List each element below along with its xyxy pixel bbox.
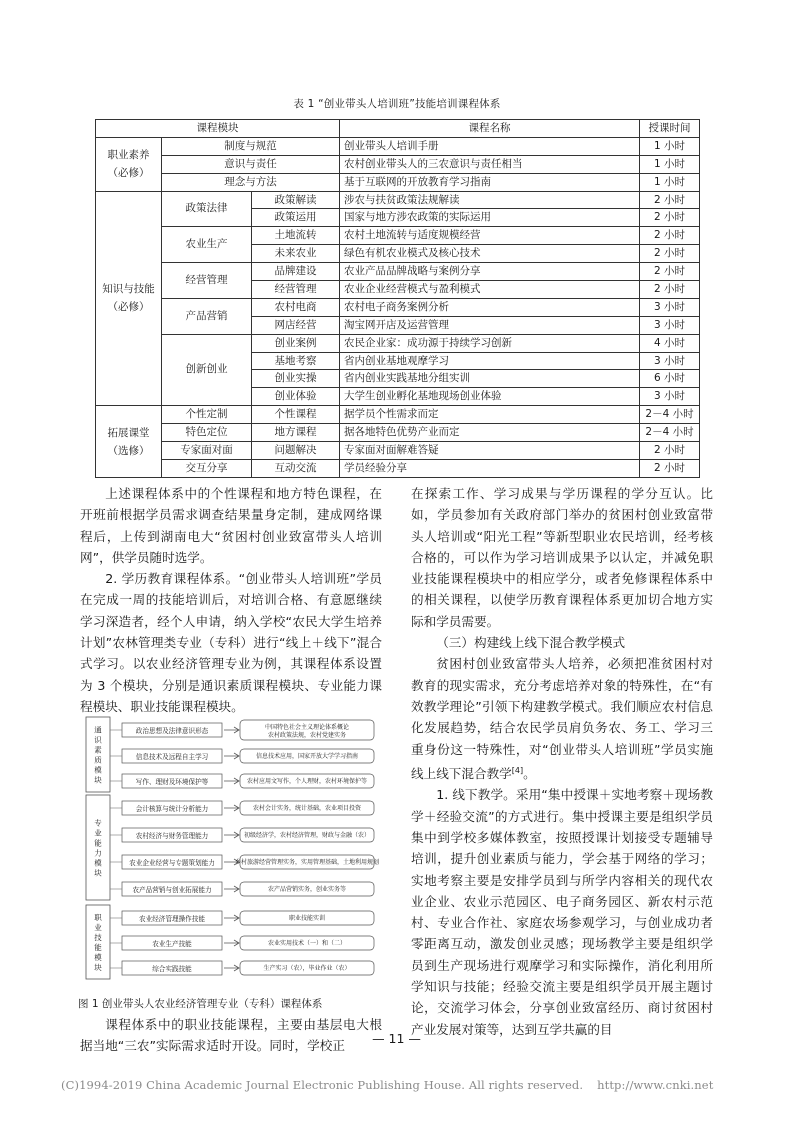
course-name: 据各地特色优势产业而定 bbox=[340, 424, 640, 442]
course-label: 初级经济学，农村经济管理，财政与金融（农） bbox=[243, 832, 371, 839]
course-name: 农村土地流转与适度规模经营 bbox=[340, 227, 640, 245]
module-group-label: 块 bbox=[94, 963, 102, 972]
course-label: 农村应用文写作，个人理财，农村环境保护等 bbox=[246, 778, 368, 785]
course-time: 6 小时 bbox=[640, 370, 700, 388]
subgroup-label: 经营管理 bbox=[162, 263, 252, 299]
group-label: 职业素养（必修） bbox=[96, 137, 162, 191]
table-row bbox=[96, 173, 700, 191]
table-row bbox=[96, 442, 700, 460]
course-time: 2 小时 bbox=[640, 245, 700, 263]
paragraph: 上述课程体系中的个性课程和地方特色课程，在开班前根据学员需求调查结果量身定制，建成网络课程后，上传到湖南电大“贫困村创业致富带头人培训网”，供学员随时选学。 bbox=[80, 486, 382, 565]
module-group-label: 块 bbox=[94, 775, 102, 785]
module-group-label: 模 bbox=[94, 765, 102, 775]
course-name: 国家与地方涉农政策的实际运用 bbox=[340, 209, 640, 227]
module-group-label: 通 bbox=[94, 725, 102, 735]
paragraph-end: 。 bbox=[523, 766, 536, 782]
copyright-text: (C)1994-2019 China Academic Journal Electronic Publishing House. All rights reserved. bbox=[61, 1078, 584, 1092]
course-name: 涉农与扶贫政策法规解读 bbox=[340, 191, 640, 209]
course-name: 淘宝网开店及运营管理 bbox=[340, 316, 640, 334]
table-header-row bbox=[96, 120, 700, 138]
arrow-icon bbox=[224, 727, 239, 733]
course-time: 1 小时 bbox=[640, 137, 700, 155]
course-time: 2 小时 bbox=[640, 191, 700, 209]
course-label: 乡村旅游经营管理实务，实用管理基础，土地利用规划 bbox=[234, 859, 380, 866]
ability-label: 信息技术及远程自主学习 bbox=[135, 753, 209, 761]
module-group-label: 能 bbox=[94, 838, 102, 848]
ability-label: 农业企业经营与专题策划能力 bbox=[129, 859, 215, 867]
course-time: 3 小时 bbox=[640, 316, 700, 334]
module-cell: 土地流转 bbox=[252, 227, 340, 245]
subgroup-label: 政策法律 bbox=[162, 191, 252, 227]
paragraph bbox=[411, 653, 713, 784]
module-group-label: 质 bbox=[94, 755, 102, 765]
curriculum-diagram bbox=[78, 714, 380, 996]
course-time: 3 小时 bbox=[640, 352, 700, 370]
arrow-icon bbox=[224, 915, 239, 921]
figure-caption: 图 1 创业带头人农业经济管理专业（专科）课程体系 bbox=[78, 998, 323, 1010]
module-cell: 制度与规范 bbox=[162, 137, 340, 155]
course-name: 大学生创业孵化基地现场创业体验 bbox=[340, 388, 640, 406]
course-name: 省内创业基地观摩学习 bbox=[340, 352, 640, 370]
course-time: 2 小时 bbox=[640, 263, 700, 281]
arrow-icon bbox=[224, 778, 239, 784]
table-row bbox=[96, 459, 700, 477]
citation-ref: [4] bbox=[511, 765, 524, 775]
module-group-label: 专 bbox=[94, 818, 102, 828]
ability-label: 会计核算与统计分析能力 bbox=[135, 805, 209, 813]
module-group-label: 力 bbox=[94, 848, 102, 858]
module-group-label: 素 bbox=[94, 745, 102, 755]
arrow-icon bbox=[224, 965, 239, 971]
course-name: 农民企业家：成功源于持续学习创新 bbox=[340, 334, 640, 352]
arrow-icon bbox=[224, 753, 239, 759]
course-time: 2－4 小时 bbox=[640, 424, 700, 442]
ability-label: 农业生产技能 bbox=[152, 940, 192, 948]
table-row bbox=[96, 424, 700, 442]
course-name: 农村电子商务案例分析 bbox=[340, 298, 640, 316]
module-group-label: 能 bbox=[94, 943, 102, 952]
table-row bbox=[96, 227, 700, 245]
course-name: 农业企业经营模式与盈利模式 bbox=[340, 281, 640, 299]
module-cell: 意识与责任 bbox=[162, 155, 340, 173]
module-cell: 地方课程 bbox=[252, 424, 340, 442]
module-group-label: 职 bbox=[94, 913, 102, 922]
subgroup-label: 交互分享 bbox=[162, 459, 252, 477]
arrow-icon bbox=[224, 832, 239, 838]
module-cell: 基地考察 bbox=[252, 352, 340, 370]
module-group-label: 模 bbox=[94, 858, 102, 868]
module-cell: 问题解决 bbox=[252, 442, 340, 460]
module-cell: 农村电商 bbox=[252, 298, 340, 316]
header-module: 课程模块 bbox=[96, 120, 340, 138]
course-name: 省内创业实践基地分组实训 bbox=[340, 370, 640, 388]
page-number: — 11 — bbox=[372, 1031, 421, 1046]
table-row bbox=[96, 298, 700, 316]
course-time: 2 小时 bbox=[640, 459, 700, 477]
course-name: 农村创业带头人的三农意识与责任相当 bbox=[340, 155, 640, 173]
course-time: 3 小时 bbox=[640, 388, 700, 406]
course-label: 农村会计实务，统计基础，农业项目投资 bbox=[252, 805, 362, 812]
module-cell: 创业实操 bbox=[252, 370, 340, 388]
arrow-icon bbox=[224, 886, 239, 892]
module-group-label: 业 bbox=[94, 923, 102, 932]
header-name: 课程名称 bbox=[340, 120, 640, 138]
module-cell: 理念与方法 bbox=[162, 173, 340, 191]
ability-label: 农村经济与财务管理能力 bbox=[135, 832, 209, 840]
table-row bbox=[96, 191, 700, 209]
subgroup-label: 个性定制 bbox=[162, 406, 252, 424]
course-time: 2 小时 bbox=[640, 281, 700, 299]
module-group-label: 业 bbox=[94, 828, 102, 838]
course-label: 信息技术应用，国家开放大学学习指南 bbox=[255, 753, 359, 760]
course-name: 绿色有机农业模式及核心技术 bbox=[340, 245, 640, 263]
group-label: 知识与技能（必修） bbox=[96, 191, 162, 406]
group-label: 拓展课堂（选修） bbox=[96, 406, 162, 478]
module-group-label: 模 bbox=[94, 953, 102, 962]
table-row bbox=[96, 334, 700, 352]
module-cell: 经营管理 bbox=[252, 281, 340, 299]
table-caption: 表 1 “创业带头人培训班”技能培训课程体系 bbox=[293, 98, 501, 110]
ability-label: 农产品营销与创业拓展能力 bbox=[132, 886, 212, 894]
arrow-icon bbox=[224, 940, 239, 946]
module-cell: 创业案例 bbox=[252, 334, 340, 352]
table-row bbox=[96, 137, 700, 155]
paragraph: 课程体系中的职业技能课程，主要由基层电大根据当地“三农”实际需求适时开设。同时，学校正 bbox=[80, 1017, 382, 1054]
module-cell: 政策运用 bbox=[252, 209, 340, 227]
header-time: 授课时间 bbox=[640, 120, 700, 138]
ability-label: 政治思想及法律意识形态 bbox=[135, 727, 209, 735]
table-row bbox=[96, 406, 700, 424]
ability-label: 农业经济管理操作技能 bbox=[139, 915, 205, 923]
table-row bbox=[96, 155, 700, 173]
course-label: 职业技能实训 bbox=[288, 915, 326, 922]
module-cell: 互动交流 bbox=[252, 459, 340, 477]
paragraph-text: 贫困村创业致富带头人培养，必须把准贫困村对教育的现实需求，充分考虑培养对象的特殊性，在“有效教学理论”引领下构建教学模式。我们顺应农村信息化发展趋势，结合农民学员肩负务农、务工、学习三重身份这一特殊性，对“创业带头人培训班”学员实施线上线下混合教学 bbox=[411, 656, 713, 782]
course-name: 农业产品品牌战略与案例分享 bbox=[340, 263, 640, 281]
course-table bbox=[95, 119, 700, 478]
course-time: 2－4 小时 bbox=[640, 406, 700, 424]
course-name: 据学员个性需求而定 bbox=[340, 406, 640, 424]
subgroup-label: 创新创业 bbox=[162, 334, 252, 406]
module-group-label: 技 bbox=[94, 933, 102, 942]
module-cell: 个性课程 bbox=[252, 406, 340, 424]
paragraph: 2. 学历教育课程体系。“创业带头人培训班”学员在完成一周的技能培训后，对培训合格、有意愿继续学习深造者，经个人申请，纳入学校“农民大学生培养计划”农林管理类专业（专科）进行“线上＋线下”混合式学习。以农业经济管理专业为例，其课程体系设置为 3 个模块，分别是通识素质课程模块、专业能力课程模块、职业技能课程模块。 bbox=[80, 571, 382, 714]
subgroup-label: 产品营销 bbox=[162, 298, 252, 334]
course-label: 中国特色社会主义理论体系概论 bbox=[264, 724, 350, 731]
footer bbox=[61, 1078, 713, 1092]
module-cell: 网店经营 bbox=[252, 316, 340, 334]
course-label: 农业实用技术（一）和（二） bbox=[267, 940, 347, 947]
module-cell: 品牌建设 bbox=[252, 263, 340, 281]
section-heading: （三）构建线上线下混合教学模式 bbox=[436, 635, 626, 651]
subgroup-label: 农业生产 bbox=[162, 227, 252, 263]
course-label: 农村政策法规，农村党建实务 bbox=[267, 732, 347, 739]
paragraph: 在探索工作、学习成果与学历课程的学分互认。比如，学员参加有关政府部门举办的贫困村创业致富带头人培训或“阳光工程”等新型职业农民培训，经考核合格的，可以作为学习培训成果予以认定，并减免职业技能课程模块中的相应学分，或者免修课程体系中的相关课程，以使学历教育课程体系更加切合地方实际和学员需要。 bbox=[411, 486, 713, 629]
subgroup-label: 特色定位 bbox=[162, 424, 252, 442]
course-name: 基于互联网的开放教育学习指南 bbox=[340, 173, 640, 191]
ability-label: 综合实践技能 bbox=[152, 965, 192, 973]
course-time: 4 小时 bbox=[640, 334, 700, 352]
arrow-icon bbox=[224, 805, 239, 811]
subgroup-label: 专家面对面 bbox=[162, 442, 252, 460]
ability-label: 写作、理财及环境保护等 bbox=[135, 778, 209, 786]
module-group-label: 块 bbox=[94, 868, 102, 878]
right-column bbox=[411, 483, 713, 1040]
course-time: 1 小时 bbox=[640, 155, 700, 173]
course-time: 2 小时 bbox=[640, 442, 700, 460]
course-label: 生产实习（农），毕业作业（农） bbox=[263, 965, 351, 972]
left-column-top bbox=[80, 483, 382, 717]
module-cell: 创业体验 bbox=[252, 388, 340, 406]
table-row bbox=[96, 263, 700, 281]
course-label: 农产品营销实务，创业实务等 bbox=[267, 886, 347, 893]
module-group-label: 识 bbox=[94, 735, 102, 745]
course-time: 1 小时 bbox=[640, 173, 700, 191]
paragraph: 1. 线下教学。采用“集中授课＋实地考察＋现场教学＋经验交流”的方式进行。集中授课主要是组织学员集中到学校多媒体教室，按照授课计划接受专题辅导培训，提升创业素质与能力，学会基于网络的学习；实地考察主要是安排学员到与所学内容相关的现代农业企业、农业示范园区、电子商务园区、新农村示范村、专业合作社、家庭农场参观学习，与创业成功者零距离互动，激发创业灵感；现场教学主要是组织学员到生产现场进行观摩学习和实际操作，消化利用所学知识与技能；经验交流主要是组织学员开展主题讨论，交流学习体会，分享创业致富经历、商讨贫困村产业发展对策等，达到互学共赢的目 bbox=[411, 787, 713, 1037]
module-cell: 未来农业 bbox=[252, 245, 340, 263]
module-cell: 政策解读 bbox=[252, 191, 340, 209]
course-time: 2 小时 bbox=[640, 227, 700, 245]
course-name: 学员经验分享 bbox=[340, 459, 640, 477]
module-group-box bbox=[86, 795, 110, 900]
course-name: 创业带头人培训手册 bbox=[340, 137, 640, 155]
footer-url: http://www.cnki.net bbox=[597, 1078, 714, 1092]
course-time: 3 小时 bbox=[640, 298, 700, 316]
course-name: 专家面对面解难答疑 bbox=[340, 442, 640, 460]
course-time: 2 小时 bbox=[640, 209, 700, 227]
